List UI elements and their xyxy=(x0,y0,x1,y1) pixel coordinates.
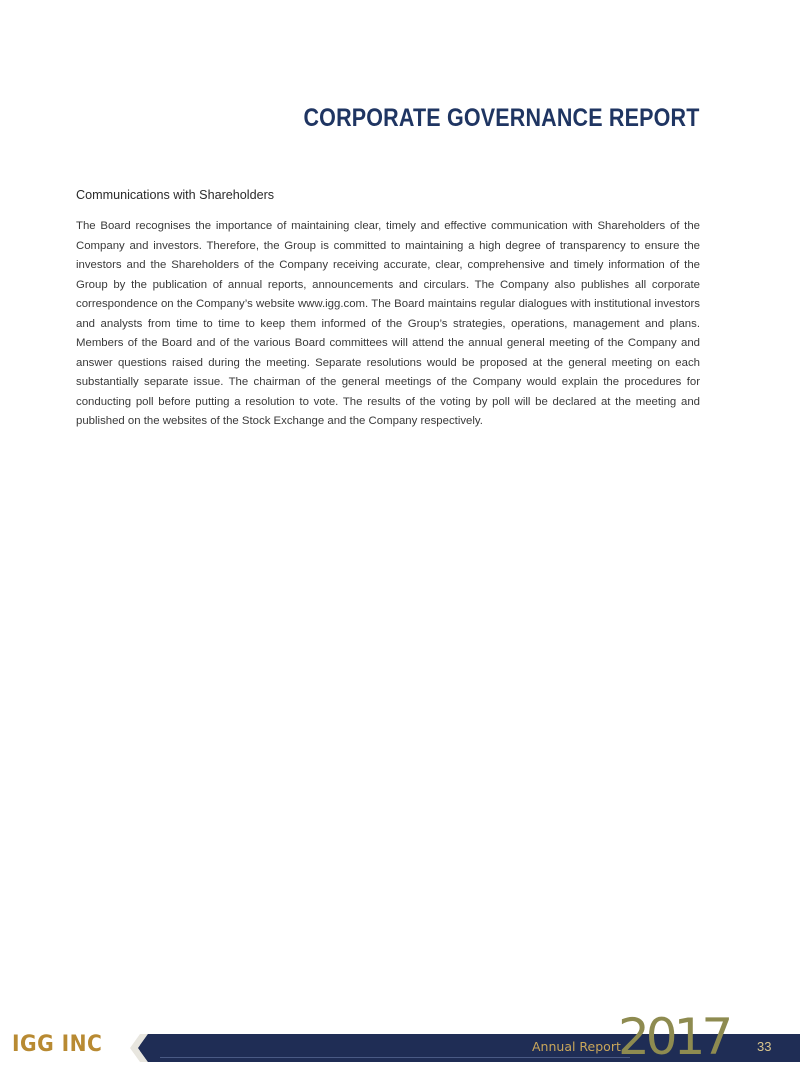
section-body-paragraph: The Board recognises the importance of maintaining clear, timely and effective communication with Shareholders of the Company and investors. Therefore, the Group is committed to maintaining a high degree of transparency to ensure the investors and the Shareholders of the Company receiving accurate, clear, comprehensive and timely information of the Group by the publication of annual reports, announcements and circulars. The Company also publishes all corporate correspondence on the Company’s website www.igg.com. The Board maintains regular dialogues with institutional investors and analysts from time to time to keep them informed of the Group’s strategies, operations, management and plans. Members of the Board and of the various Board committees will attend the annual general meeting of the Company and answer questions raised during the meeting. Separate resolutions would be proposed at the general meeting on each substantially separate issue. The chairman of the general meetings of the Company would explain the procedures for conducting poll before putting a resolution to vote. The results of the voting by poll will be declared at the meeting and published on the websites of the Stock Exchange and the Company respectively. xyxy=(76,220,700,427)
chevron-left-icon xyxy=(126,1034,152,1062)
footer-divider xyxy=(160,1057,630,1058)
page-title: CORPORATE GOVERNANCE REPORT xyxy=(303,104,700,132)
annual-report-label: Annual Report xyxy=(532,1039,621,1054)
report-year: 2017 xyxy=(618,1008,730,1066)
page-number: 33 xyxy=(757,1039,772,1054)
section-heading: Communications with Shareholders xyxy=(76,188,275,202)
company-logo: IGG INC xyxy=(12,1032,103,1057)
page-footer xyxy=(0,1010,800,1086)
